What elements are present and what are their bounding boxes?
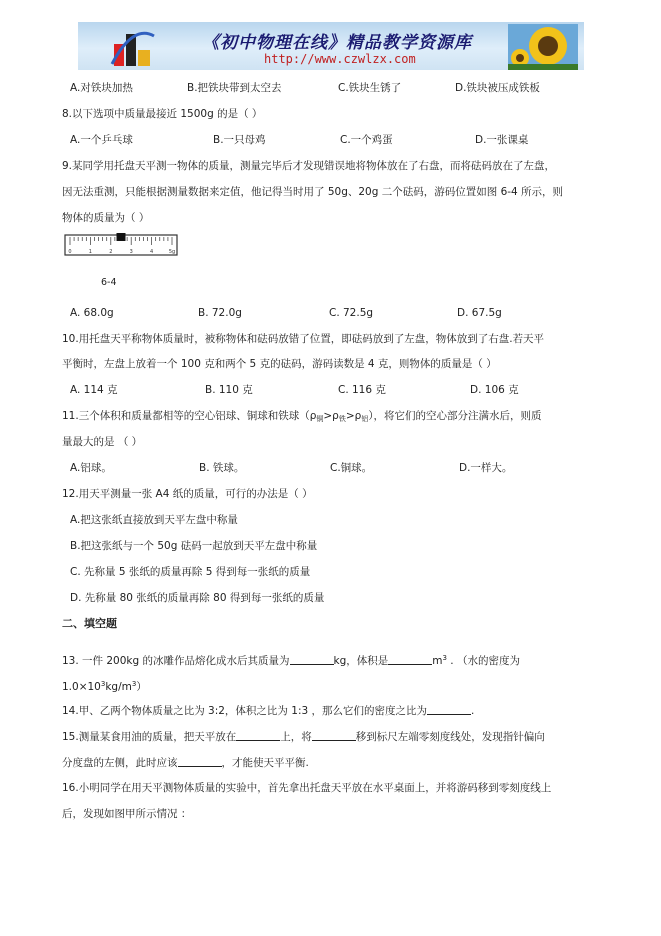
q8-option-c: C.一个鸡蛋 — [340, 134, 393, 146]
q7-option-a: A.对铁块加热 — [70, 82, 133, 94]
q7-option-d: D.铁块被压成铁板 — [455, 82, 540, 94]
q12-option-d: D. 先称量 80 张纸的质量再除 80 得到每一张纸的质量 — [70, 592, 325, 604]
q13-text-a: 13. 一件 200kg 的冰雕作品熔化成水后其质量为 — [62, 655, 290, 667]
q13-volume-blank[interactable] — [388, 653, 432, 665]
q11-option-b: B. 铁球。 — [199, 462, 245, 474]
q9-option-a: A. 68.0g — [70, 307, 114, 319]
figure-caption: 6-4 — [101, 277, 117, 288]
q13-line-1 — [62, 651, 520, 668]
q11-option-c: C.铜球。 — [330, 462, 373, 474]
q13-text-c: m — [432, 655, 443, 667]
q11-line-1 — [62, 409, 542, 426]
header-banner — [78, 22, 584, 70]
scale-tick-label: 1 — [88, 249, 92, 255]
q13-sup: 3 — [442, 654, 447, 662]
q14-ratio-blank[interactable] — [427, 703, 471, 715]
q7-option-b: B.把铁块带到太空去 — [187, 82, 282, 94]
q15-text-c: 移到标尺左端零刻度线处，发现指针偏向 — [355, 731, 545, 743]
q13-line-2 — [62, 677, 147, 694]
q9-line-3: 物体的质量为（ ） — [62, 212, 150, 224]
q13-density-b: kg/m — [105, 681, 132, 693]
q12-option-a: A.把这张纸直接放到天平左盘中称量 — [70, 514, 238, 526]
q11-gt-1: >ρ — [323, 410, 339, 422]
q11-text-end: ），将它们的空心部分注满水后，则质 — [368, 410, 542, 422]
q11-option-a: A.铝球。 — [70, 462, 112, 474]
q8-option-a: A.一个乒乓球 — [70, 134, 133, 146]
scale-tick-label: 5g — [168, 249, 176, 255]
q11-sub-aluminum: 铝 — [361, 415, 369, 423]
q15-text-a: 15.测量某食用油的质量，把天平放在 — [62, 731, 237, 743]
q10-option-a: A. 114 克 — [70, 384, 118, 396]
q9-line-2: 因无法重测，只能根据测量数据来定值，他记得当时用了 50g、20g 二个砝码，游码位置如图 6-4 所示，则 — [62, 186, 564, 198]
q8-stem: 8.以下选项中质量最接近 1500g 的是（ ） — [62, 108, 263, 120]
q14-text-b: . — [471, 705, 475, 717]
q8-option-d: D.一张课桌 — [475, 134, 529, 146]
rider-scale-figure — [64, 233, 178, 257]
q9-option-b: B. 72.0g — [198, 307, 242, 319]
q13-density-exp: 3 — [100, 680, 106, 688]
q7-option-c: C.铁块生锈了 — [338, 82, 402, 94]
q15-text-d: 分度盘的左侧，此时应该 — [62, 757, 178, 769]
q11-sub-iron: 铁 — [338, 415, 346, 423]
scale-tick-label: 4 — [150, 249, 154, 255]
q13-density-unit-exp: 3 — [131, 680, 137, 688]
banner-title: 《初中物理在线》精品教学资源库 — [202, 33, 472, 53]
scale-tick-label: 3 — [129, 249, 133, 255]
q15-line-1 — [62, 729, 545, 744]
scale-tick-label: 0 — [68, 249, 72, 255]
q13-density-c: ） — [136, 681, 147, 693]
q15-adjust-blank[interactable] — [178, 755, 222, 767]
q9-line-1: 9.某同学用托盘天平测一物体的质量，测量完毕后才发现错误地将物体放在了右盘，而将砝码放在了左盘， — [62, 160, 556, 172]
q10-option-d: D. 106 克 — [470, 384, 519, 396]
banner-url[interactable]: http://www.czwlzx.com — [264, 52, 416, 66]
q11-option-d: D.一样大。 — [459, 462, 513, 474]
q14-line — [62, 703, 474, 718]
q12-option-c: C. 先称量 5 张纸的质量再除 5 得到每一张纸的质量 — [70, 566, 311, 578]
q11-gt-2: >ρ — [345, 410, 362, 422]
q11-text-start: 11.三个体积和质量都相等的空心铝球、铜球和铁球（ρ — [62, 410, 317, 422]
scale-tick-label: 2 — [109, 249, 113, 255]
q11-sub-copper: 铜 — [316, 415, 324, 423]
q11-line-2: 量最大的是 （ ） — [62, 436, 143, 448]
section-heading-fill-in: 二、填空题 — [62, 617, 117, 630]
q16-line-1: 16.小明同学在用天平测物体质量的实验中，首先拿出托盘天平放在水平桌面上，并将游码移到零刻度线上 — [62, 782, 552, 794]
q12-option-b: B.把这张纸与一个 50g 砝码一起放到天平左盘中称量 — [70, 540, 318, 552]
q15-text-e: ，才能使天平平衡. — [221, 757, 309, 769]
q13-density-a: 1.0×10 — [62, 681, 101, 693]
q16-line-2: 后，发现如图甲所示情况 ： — [62, 808, 192, 820]
q9-option-d: D. 67.5g — [457, 307, 502, 319]
sunflower-icon — [508, 24, 578, 70]
q15-rider-blank[interactable] — [312, 729, 356, 741]
q10-line-2: 平衡时，左盘上放着一个 100 克和两个 5 克的砝码，游码读数是 4 克，则物体的质量是（ ） — [62, 358, 497, 370]
q10-option-c: C. 116 克 — [338, 384, 386, 396]
q15-line-2 — [62, 755, 309, 770]
q13-text-b: kg，体积是 — [333, 655, 389, 667]
q15-text-b: 上，将 — [280, 731, 312, 743]
q12-stem: 12.用天平测量一张 A4 纸的质量，可行的办法是（ ） — [62, 488, 313, 500]
q10-line-1: 10.用托盘天平称物体质量时，被称物体和砝码放错了位置，即砝码放到了左盘，物体放到了右盘.若天平 — [62, 333, 545, 345]
q13-text-d: . （水的密度为 — [446, 655, 520, 667]
rider-slider — [117, 233, 126, 241]
q13-mass-blank[interactable] — [290, 653, 334, 665]
q8-option-b: B.一只母鸡 — [213, 134, 266, 146]
q10-option-b: B. 110 克 — [205, 384, 253, 396]
q9-option-c: C. 72.5g — [329, 307, 374, 319]
site-logo-icon — [108, 24, 158, 68]
q14-text-a: 14.甲、乙两个物体质量之比为 3:2，体积之比为 1:3 ，那么它们的密度之比为 — [62, 705, 428, 717]
q15-surface-blank[interactable] — [236, 729, 280, 741]
